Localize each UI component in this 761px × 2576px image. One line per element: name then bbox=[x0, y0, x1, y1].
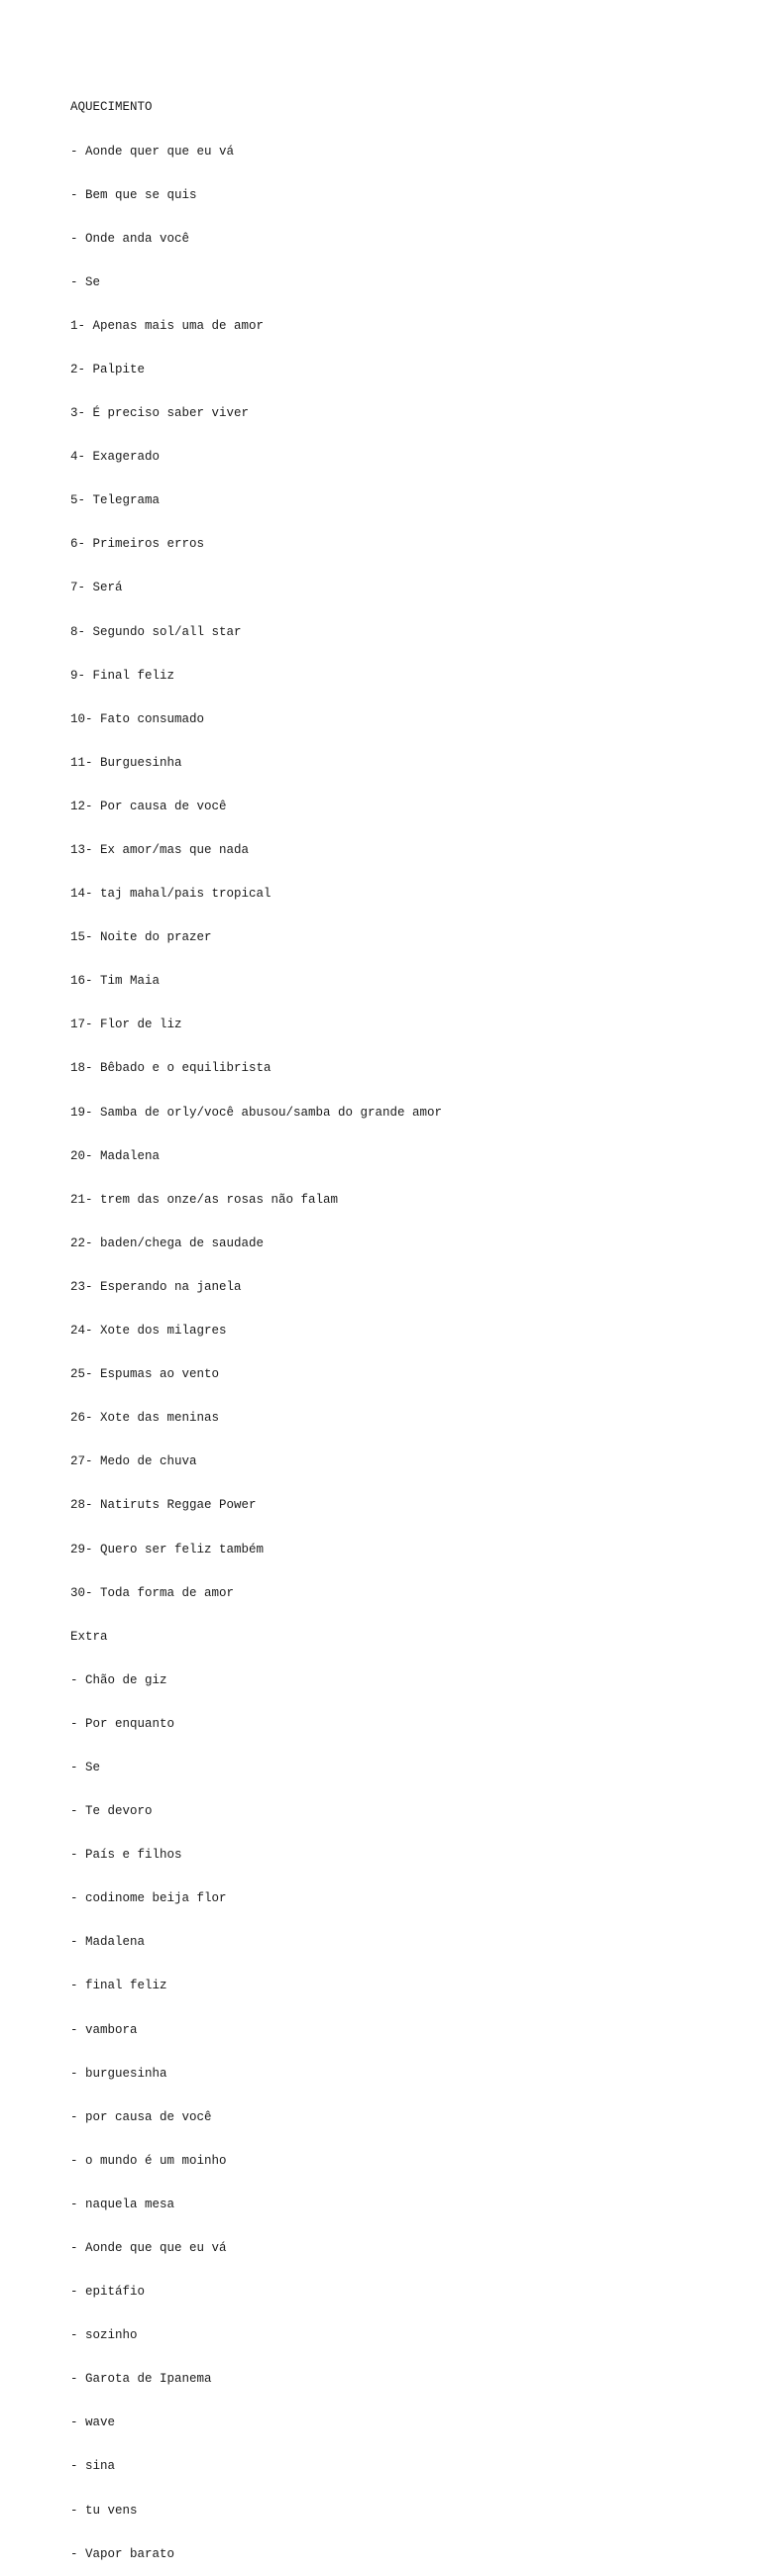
list-item: 19- Samba de orly/você abusou/samba do grande amor bbox=[70, 1105, 443, 1120]
list-item: - Garota de Ipanema bbox=[70, 2372, 212, 2387]
list-item: - País e filhos bbox=[70, 1848, 182, 1863]
list-item: 11- Burguesinha bbox=[70, 755, 182, 770]
list-item: 26- Xote das meninas bbox=[70, 1411, 220, 1426]
list-item: - wave bbox=[70, 2415, 116, 2430]
list-item: 2- Palpite bbox=[70, 362, 146, 376]
list-item: - vambora bbox=[70, 2022, 138, 2037]
setlist-document bbox=[70, 71, 744, 2576]
section-heading-extra: Extra bbox=[70, 1629, 108, 1644]
list-item: 29- Quero ser feliz também bbox=[70, 1542, 265, 1556]
list-item: 14- taj mahal/pais tropical bbox=[70, 887, 272, 902]
list-item: - por causa de você bbox=[70, 2109, 212, 2124]
list-item: 1- Apenas mais uma de amor bbox=[70, 318, 265, 333]
section-heading-aquecimento: AQUECIMENTO bbox=[70, 100, 153, 115]
list-item: - Bem que se quis bbox=[70, 187, 197, 202]
list-item: 22- baden/chega de saudade bbox=[70, 1235, 265, 1250]
list-item: 13- Ex amor/mas que nada bbox=[70, 843, 250, 857]
list-item: 16- Tim Maia bbox=[70, 974, 161, 989]
list-item: 10- Fato consumado bbox=[70, 711, 205, 726]
list-item: - Se bbox=[70, 274, 101, 289]
list-item: 9- Final feliz bbox=[70, 668, 175, 683]
list-item: 3- É preciso saber viver bbox=[70, 406, 250, 421]
list-item: - Te devoro bbox=[70, 1804, 153, 1819]
list-item: - Se bbox=[70, 1760, 101, 1774]
list-item: 7- Será bbox=[70, 581, 123, 595]
list-item: 12- Por causa de você bbox=[70, 799, 227, 813]
list-item: 23- Esperando na janela bbox=[70, 1279, 242, 1294]
list-item: 8- Segundo sol/all star bbox=[70, 624, 242, 639]
list-item: - naquela mesa bbox=[70, 2197, 175, 2211]
list-item: 15- Noite do prazer bbox=[70, 930, 212, 945]
list-item: 20- Madalena bbox=[70, 1148, 161, 1163]
list-item: 27- Medo de chuva bbox=[70, 1454, 197, 1469]
list-item: 30- Toda forma de amor bbox=[70, 1585, 235, 1600]
list-item: - Madalena bbox=[70, 1935, 146, 1950]
list-item: - tu vens bbox=[70, 2503, 138, 2518]
list-item: - epitáfio bbox=[70, 2285, 146, 2300]
list-item: - sina bbox=[70, 2459, 116, 2474]
list-item: - Aonde que que eu vá bbox=[70, 2241, 227, 2255]
list-item: 24- Xote dos milagres bbox=[70, 1324, 227, 1339]
list-item: 25- Espumas ao vento bbox=[70, 1367, 220, 1382]
list-item: - burguesinha bbox=[70, 2066, 167, 2081]
list-item: - Vapor barato bbox=[70, 2546, 175, 2561]
list-item: - Chão de giz bbox=[70, 1672, 167, 1687]
list-item: 5- Telegrama bbox=[70, 493, 161, 508]
list-item: - Onde anda você bbox=[70, 231, 190, 246]
list-item: - codinome beija flor bbox=[70, 1891, 227, 1906]
list-item: 4- Exagerado bbox=[70, 450, 161, 465]
list-item: 17- Flor de liz bbox=[70, 1018, 182, 1032]
list-item: 6- Primeiros erros bbox=[70, 537, 205, 552]
list-item: 28- Natiruts Reggae Power bbox=[70, 1498, 257, 1513]
list-item: - Aonde quer que eu vá bbox=[70, 144, 235, 159]
list-item: - sozinho bbox=[70, 2328, 138, 2343]
list-item: 21- trem das onze/as rosas não falam bbox=[70, 1192, 339, 1207]
list-item: - final feliz bbox=[70, 1979, 167, 1993]
list-item: - Por enquanto bbox=[70, 1716, 175, 1731]
list-item: - o mundo é um moinho bbox=[70, 2153, 227, 2168]
list-item: 18- Bêbado e o equilibrista bbox=[70, 1061, 272, 1076]
